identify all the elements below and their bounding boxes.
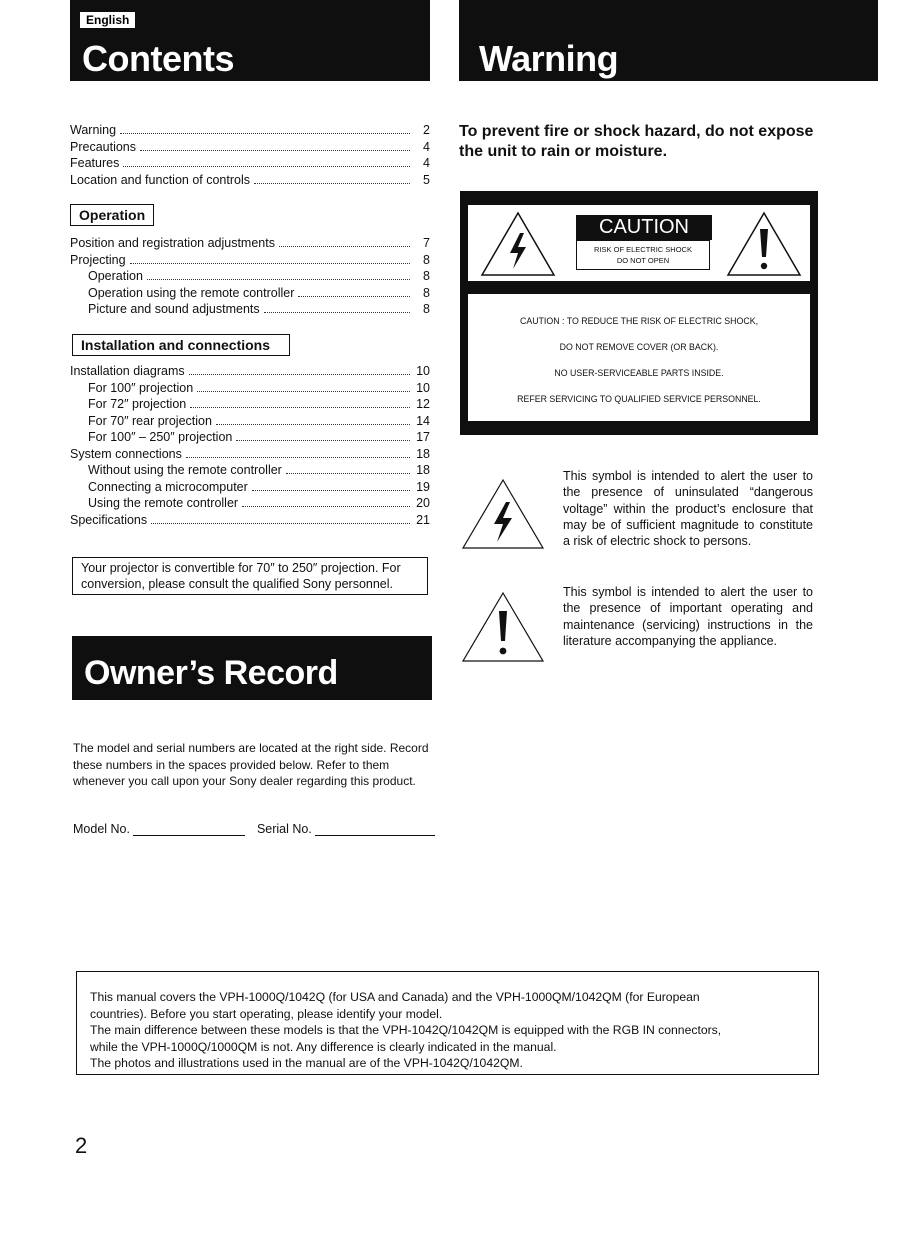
notice-line: while the VPH-1000Q/1000QM is not. Any difference is clearly indicated in the manual. (90, 1039, 557, 1054)
caution-label-lower (468, 294, 810, 421)
toc-entry-page: 8 (423, 302, 430, 316)
toc-entry (70, 267, 430, 283)
notice-line: The main difference between these models is that the VPH-1042Q/1042QM is equipped with the RGB IN connectors, (90, 1023, 722, 1037)
toc-leader-dots (252, 490, 410, 491)
lightning-warning-icon (480, 211, 556, 277)
toc-leader-dots (186, 457, 410, 458)
toc-entry (70, 171, 430, 187)
toc-entry-label: Precautions (70, 139, 137, 154)
toc-entry-label: Projecting (70, 252, 126, 267)
toc-entry-page: 8 (423, 269, 430, 283)
toc-entry-label: Connecting a microcomputer (88, 479, 248, 494)
caution-label-upper (468, 205, 810, 281)
toc-entry (70, 251, 430, 267)
toc-entry (70, 478, 430, 494)
toc-entry-label: For 72″ projection (88, 397, 187, 411)
toc-entry (70, 154, 430, 170)
toc-leader-dots (147, 279, 410, 280)
model-number-field[interactable] (133, 823, 245, 836)
toc-entry (70, 494, 430, 510)
warning-heading: To prevent fire or shock hazard, do not expose the unit to rain or moisture. (459, 123, 814, 160)
toc-entry-page: 4 (423, 139, 430, 154)
toc-entry-page: 10 (416, 380, 430, 395)
toc-entry-label: System connections (70, 446, 182, 461)
owners-record-text: The model and serial numbers are located at the right side. Record these numbers in the spaces provided below. Refer to them whenever you call upon your Sony dealer regarding this product. (73, 741, 429, 788)
toc-entry-label: For 70″ rear projection (88, 413, 212, 428)
toc-leader-dots (242, 506, 410, 507)
serial-number-field[interactable] (315, 823, 435, 836)
caution-line: DO NOT REMOVE COVER (OR BACK). (559, 342, 719, 352)
toc-leader-dots (264, 312, 410, 313)
serial-label: Serial No. (256, 822, 312, 836)
toc-entry (70, 428, 430, 444)
caution-line: REFER SERVICING TO QUALIFIED SERVICE PERSONNEL. (517, 394, 761, 404)
toc-leader-dots (254, 183, 410, 184)
toc-entry (70, 461, 430, 477)
toc-entry-page: 8 (423, 252, 430, 267)
toc-entry (70, 362, 430, 378)
toc-leader-dots (298, 296, 410, 297)
owners-record-title: Owner’s Record (84, 654, 338, 692)
toc-entry-page: 7 (423, 236, 430, 250)
toc-entry-label: For 100″ – 250″ projection (88, 430, 233, 444)
toc-leader-dots (151, 523, 410, 524)
toc-entry-page: 8 (423, 285, 430, 300)
toc-entry-page: 20 (416, 496, 430, 510)
toc-leader-dots (286, 473, 410, 474)
model-label: Model No. (73, 822, 130, 836)
toc-entry-page: 19 (416, 479, 430, 494)
toc-entry-page: 18 (416, 463, 430, 477)
contents-banner (70, 0, 430, 81)
toc-entry-page: 10 (416, 364, 430, 378)
toc-entry-page: 21 (416, 512, 430, 527)
operation-heading: Operation (70, 204, 154, 226)
toc-entry (70, 121, 430, 137)
page-number: 2 (75, 1133, 88, 1158)
warning-banner (459, 0, 878, 81)
toc-entry (70, 284, 430, 300)
notice-line: The photos and illustrations used in the manual are of the VPH-1042Q/1042QM. (90, 1056, 523, 1070)
lightning-symbol-text: This symbol is intended to alert the user to the presence of uninsulated “dangerous voltage” within the product’s enclosure that may be of sufficient magnitude to constitute a risk of electric shock to persons. (563, 469, 813, 549)
caution-label (460, 191, 818, 435)
toc-entry-label: For 100″ projection (88, 380, 194, 395)
exclamation-warning-icon (726, 211, 802, 277)
notice-line: This manual covers the VPH-1000Q/1042Q (for USA and Canada) and the VPH-1000QM/1042QM (for European (90, 990, 700, 1004)
language-tag: English (80, 12, 135, 28)
toc-entry-label: Using the remote controller (88, 496, 239, 510)
toc-entry (70, 395, 430, 411)
toc-entry-page: 17 (416, 430, 430, 444)
toc-entry (70, 379, 430, 395)
exclamation-symbol-text: This symbol is intended to alert the user to the presence of important operating and maintenance (servicing) instructions in the literature accompanying the appliance. (563, 585, 813, 648)
toc-leader-dots (190, 407, 410, 408)
toc-entry-label: Operation (88, 269, 143, 283)
caution-small-line-1: RISK OF ELECTRIC SHOCK (594, 245, 692, 254)
toc-entry (70, 138, 430, 154)
toc-entry-label: Location and function of controls (70, 172, 250, 187)
caution-line: CAUTION : TO REDUCE THE RISK OF ELECTRIC SHOCK, (519, 316, 759, 326)
conversion-notice: Your projector is convertible for 70″ to 250″ projection. For conversion, please consult the qualified Sony personnel. (72, 557, 428, 595)
toc-entry-label: Operation using the remote controller (88, 285, 295, 300)
toc-leader-dots (236, 440, 410, 441)
toc-entry (70, 412, 430, 428)
toc-entry-page: 12 (416, 397, 430, 411)
toc-leader-dots (130, 263, 410, 264)
caution-title: CAUTION (576, 215, 712, 240)
contents-title: Contents (82, 38, 234, 79)
toc-entry-page: 4 (423, 156, 430, 170)
toc-entry-label: Without using the remote controller (88, 463, 282, 477)
toc-leader-dots (197, 391, 410, 392)
exclamation-symbol-icon (461, 591, 545, 663)
toc-entry-label: Specifications (70, 512, 148, 527)
toc-leader-dots (279, 246, 410, 247)
toc-entry-label: Warning (70, 123, 117, 137)
warning-title: Warning (479, 38, 619, 79)
installation-heading: Installation and connections (72, 334, 290, 356)
toc-leader-dots (189, 374, 410, 375)
model-serial-line (73, 822, 435, 836)
toc-entry-label: Features (70, 156, 120, 170)
toc-entry (70, 511, 430, 527)
toc-entry-page: 2 (423, 123, 430, 137)
lightning-symbol-icon (461, 478, 545, 550)
notice-line: countries). Before you start operating, please identify your model. (90, 1006, 443, 1021)
model-coverage-notice (76, 971, 819, 1075)
toc-entry (70, 234, 430, 250)
toc-leader-dots (123, 166, 410, 167)
toc-leader-dots (216, 424, 410, 425)
caution-text (468, 308, 810, 412)
owners-record-banner (72, 636, 432, 700)
toc-entry-page: 5 (423, 172, 430, 187)
toc-entry-page: 14 (416, 413, 430, 428)
toc-entry (70, 445, 430, 461)
caution-small-line-2: DO NOT OPEN (616, 256, 670, 265)
caution-small-text (576, 240, 710, 270)
toc-entry-page: 18 (416, 446, 430, 461)
caution-line: NO USER-SERVICEABLE PARTS INSIDE. (554, 368, 724, 378)
toc-entry-label: Picture and sound adjustments (88, 302, 260, 316)
toc-leader-dots (120, 133, 410, 134)
toc-leader-dots (140, 150, 410, 151)
toc-entry-label: Position and registration adjustments (70, 236, 275, 250)
toc-entry-label: Installation diagrams (70, 364, 185, 378)
toc-entry (70, 300, 430, 316)
